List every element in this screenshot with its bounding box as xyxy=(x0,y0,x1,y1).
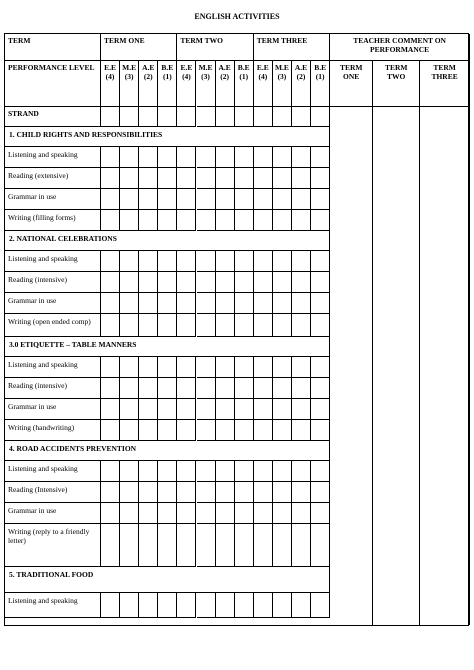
grid-cell xyxy=(216,482,235,503)
grid-cell xyxy=(139,107,158,127)
grid-cell xyxy=(158,524,177,567)
grid-cell xyxy=(177,399,196,420)
grid-cell xyxy=(216,399,235,420)
grid-cell xyxy=(311,378,330,399)
teacher-comment-box[interactable] xyxy=(330,107,373,625)
grid-cell xyxy=(158,168,177,189)
grid-cell xyxy=(235,272,254,293)
grid-cell xyxy=(216,420,235,441)
grid-cell xyxy=(120,378,139,399)
grid-cell xyxy=(158,378,177,399)
grid-cell xyxy=(235,503,254,524)
grid-cell xyxy=(139,461,158,482)
grid-cell xyxy=(177,272,196,293)
grid-cell xyxy=(139,147,158,168)
skill-label: Reading (intensive) xyxy=(5,378,101,399)
grid-cell xyxy=(254,314,273,337)
term-header-3: TERM THREE xyxy=(254,34,330,61)
grid-cell xyxy=(273,314,292,337)
grid-cell xyxy=(101,210,120,231)
grid-cell xyxy=(216,378,235,399)
skill-label: Listening and speaking xyxy=(5,251,101,272)
grid-cell xyxy=(235,147,254,168)
grid-cell xyxy=(120,210,139,231)
performance-level-cell: E.E (4) xyxy=(101,61,120,107)
grid-cell xyxy=(273,503,292,524)
grid-cell xyxy=(177,210,196,231)
grid-cell xyxy=(311,189,330,210)
skill-label: Reading (extensive) xyxy=(5,168,101,189)
skill-label: Grammar in use xyxy=(5,399,101,420)
grid-cell xyxy=(235,210,254,231)
grid-cell xyxy=(120,420,139,441)
skill-label: Writing (reply to a friendly letter) xyxy=(5,524,101,567)
grid-cell xyxy=(216,189,235,210)
grid-cell xyxy=(120,293,139,314)
grid-cell xyxy=(158,503,177,524)
grid-cell xyxy=(120,461,139,482)
performance-level-cell: B.E (1) xyxy=(311,61,330,107)
grid-cell xyxy=(158,461,177,482)
grid-cell xyxy=(177,593,196,618)
grid-cell xyxy=(120,503,139,524)
grid-cell xyxy=(254,251,273,272)
performance-level-cell: E.E (4) xyxy=(254,61,273,107)
grid-cell xyxy=(254,357,273,378)
grid-cell xyxy=(177,378,196,399)
grid-cell xyxy=(139,357,158,378)
grid-cell xyxy=(216,524,235,567)
grid-cell xyxy=(235,461,254,482)
grid-cell xyxy=(273,189,292,210)
comment-term-header-2: TERM TWO xyxy=(373,61,420,107)
grid-cell xyxy=(101,399,120,420)
grid-cell xyxy=(139,593,158,618)
grid-cell xyxy=(254,524,273,567)
grid-cell xyxy=(177,189,196,210)
grid-cell xyxy=(216,593,235,618)
grid-cell xyxy=(273,272,292,293)
grid-cell xyxy=(101,251,120,272)
grid-cell xyxy=(101,593,120,618)
skill-label: Reading (intensive) xyxy=(5,272,101,293)
grid-cell xyxy=(273,251,292,272)
skill-label: Writing (open ended comp) xyxy=(5,314,101,337)
grid-cell xyxy=(120,168,139,189)
grid-cell xyxy=(292,357,311,378)
grid-cell xyxy=(177,107,196,127)
grid-cell xyxy=(292,399,311,420)
grid-cell xyxy=(197,593,216,618)
performance-level-header: PERFORMANCE LEVEL xyxy=(5,61,101,107)
term-header-1: TERM ONE xyxy=(101,34,177,61)
grid-cell xyxy=(273,168,292,189)
grid-cell xyxy=(216,168,235,189)
grid-cell xyxy=(235,189,254,210)
comment-term-header-1: TERM ONE xyxy=(330,61,373,107)
grid-cell xyxy=(197,524,216,567)
performance-level-cell: A.E (2) xyxy=(139,61,158,107)
grid-cell xyxy=(273,210,292,231)
grid-cell xyxy=(311,251,330,272)
strand-title: 2. NATIONAL CELEBRATIONS xyxy=(5,231,330,251)
grid-cell xyxy=(292,251,311,272)
skill-label: Writing (filling forms) xyxy=(5,210,101,231)
grid-cell xyxy=(235,168,254,189)
grid-cell xyxy=(216,357,235,378)
grid-cell xyxy=(254,461,273,482)
grid-cell xyxy=(235,482,254,503)
grid-cell xyxy=(235,593,254,618)
grid-cell xyxy=(311,420,330,441)
activities-table xyxy=(4,33,469,626)
strand-title: 3.0 ETIQUETTE – TABLE MANNERS xyxy=(5,337,330,357)
grid-cell xyxy=(235,107,254,127)
grid-cell xyxy=(197,293,216,314)
grid-cell xyxy=(216,251,235,272)
grid-cell xyxy=(311,147,330,168)
grid-cell xyxy=(197,503,216,524)
skill-label: Listening and speaking xyxy=(5,461,101,482)
grid-cell xyxy=(292,293,311,314)
grid-cell xyxy=(311,503,330,524)
grid-cell xyxy=(197,378,216,399)
grid-cell xyxy=(177,461,196,482)
grid-cell xyxy=(139,482,158,503)
grid-cell xyxy=(197,210,216,231)
grid-cell xyxy=(311,357,330,378)
grid-cell xyxy=(311,107,330,127)
grid-cell xyxy=(254,107,273,127)
grid-cell xyxy=(311,399,330,420)
skill-label: Listening and speaking xyxy=(5,593,101,618)
grid-cell xyxy=(311,168,330,189)
grid-cell xyxy=(273,378,292,399)
strand-label: STRAND xyxy=(5,107,101,127)
grid-cell xyxy=(197,251,216,272)
grid-cell xyxy=(311,293,330,314)
grid-cell xyxy=(101,503,120,524)
page-title: ENGLISH ACTIVITIES xyxy=(194,12,280,21)
grid-cell xyxy=(254,210,273,231)
grid-cell xyxy=(235,357,254,378)
grid-cell xyxy=(158,420,177,441)
grid-cell xyxy=(177,420,196,441)
grid-cell xyxy=(101,524,120,567)
grid-cell xyxy=(292,314,311,337)
grid-cell xyxy=(254,189,273,210)
skill-label: Grammar in use xyxy=(5,293,101,314)
grid-cell xyxy=(311,461,330,482)
grid-cell xyxy=(197,482,216,503)
grid-cell xyxy=(197,272,216,293)
grid-cell xyxy=(101,357,120,378)
grid-cell xyxy=(158,593,177,618)
grid-cell xyxy=(101,314,120,337)
grid-cell xyxy=(101,272,120,293)
grid-cell xyxy=(273,461,292,482)
grid-cell xyxy=(101,420,120,441)
grid-cell xyxy=(120,107,139,127)
grid-cell xyxy=(216,293,235,314)
term-header-2: TERM TWO xyxy=(177,34,253,61)
grid-cell xyxy=(254,272,273,293)
grid-cell xyxy=(197,189,216,210)
grid-cell xyxy=(292,524,311,567)
grid-cell xyxy=(120,399,139,420)
performance-level-cell: A.E (2) xyxy=(216,61,235,107)
grid-cell xyxy=(311,210,330,231)
grid-cell xyxy=(216,314,235,337)
grid-cell xyxy=(120,272,139,293)
grid-cell xyxy=(101,461,120,482)
grid-cell xyxy=(120,314,139,337)
grid-cell xyxy=(254,147,273,168)
grid-cell xyxy=(177,314,196,337)
performance-level-cell: B.E (1) xyxy=(235,61,254,107)
teacher-comment-box[interactable] xyxy=(420,107,470,625)
grid-cell xyxy=(158,189,177,210)
grid-cell xyxy=(120,524,139,567)
grid-cell xyxy=(292,107,311,127)
grid-cell xyxy=(273,293,292,314)
grid-cell xyxy=(139,251,158,272)
grid-cell xyxy=(177,503,196,524)
grid-cell xyxy=(197,107,216,127)
grid-cell xyxy=(197,461,216,482)
grid-cell xyxy=(139,378,158,399)
grid-cell xyxy=(235,399,254,420)
strand-title: 4. ROAD ACCIDENTS PREVENTION xyxy=(5,441,330,461)
grid-cell xyxy=(120,189,139,210)
grid-cell xyxy=(139,189,158,210)
grid-cell xyxy=(177,524,196,567)
grid-cell xyxy=(139,314,158,337)
grid-cell xyxy=(101,189,120,210)
grid-cell xyxy=(273,593,292,618)
grid-cell xyxy=(101,107,120,127)
grid-cell xyxy=(139,293,158,314)
grid-cell xyxy=(292,420,311,441)
grid-cell xyxy=(158,399,177,420)
grid-cell xyxy=(292,189,311,210)
grid-cell xyxy=(254,293,273,314)
grid-cell xyxy=(292,482,311,503)
grid-cell xyxy=(254,482,273,503)
grid-cell xyxy=(254,503,273,524)
grid-cell xyxy=(311,524,330,567)
skill-label: Writing (handwriting) xyxy=(5,420,101,441)
grid-cell xyxy=(273,524,292,567)
skill-label: Grammar in use xyxy=(5,189,101,210)
grid-cell xyxy=(120,357,139,378)
strand-title: 1. CHILD RIGHTS AND RESPONSIBILITIES xyxy=(5,127,330,147)
teacher-comment-box[interactable] xyxy=(373,107,420,625)
grid-cell xyxy=(311,272,330,293)
grid-cell xyxy=(158,210,177,231)
grid-cell xyxy=(158,147,177,168)
grid-cell xyxy=(216,272,235,293)
grid-cell xyxy=(158,107,177,127)
grid-cell xyxy=(177,147,196,168)
grid-cell xyxy=(254,168,273,189)
grid-cell xyxy=(158,357,177,378)
grid-cell xyxy=(311,593,330,618)
grid-cell xyxy=(101,147,120,168)
grid-cell xyxy=(235,378,254,399)
grid-cell xyxy=(120,251,139,272)
grid-cell xyxy=(235,420,254,441)
grid-cell xyxy=(177,482,196,503)
grid-cell xyxy=(292,593,311,618)
skill-label: Listening and speaking xyxy=(5,357,101,378)
grid-cell xyxy=(292,461,311,482)
grid-cell xyxy=(101,482,120,503)
grid-cell xyxy=(235,293,254,314)
grid-cell xyxy=(177,357,196,378)
grid-cell xyxy=(273,420,292,441)
grid-cell xyxy=(197,147,216,168)
grid-cell xyxy=(197,357,216,378)
grid-cell xyxy=(292,210,311,231)
performance-level-cell: M.E (3) xyxy=(273,61,292,107)
performance-level-cell: A.E (2) xyxy=(292,61,311,107)
grid-cell xyxy=(101,378,120,399)
teacher-comment-header: TEACHER COMMENT ON PERFORMANCE xyxy=(330,34,470,61)
grid-cell xyxy=(158,272,177,293)
skill-label: Listening and speaking xyxy=(5,147,101,168)
grid-cell xyxy=(254,399,273,420)
grid-cell xyxy=(292,168,311,189)
grid-cell xyxy=(101,293,120,314)
grid-cell xyxy=(273,107,292,127)
grid-cell xyxy=(273,357,292,378)
grid-cell xyxy=(273,399,292,420)
grid-cell xyxy=(139,210,158,231)
grid-cell xyxy=(216,210,235,231)
grid-cell xyxy=(254,420,273,441)
grid-cell xyxy=(254,593,273,618)
grid-cell xyxy=(254,378,273,399)
grid-cell xyxy=(216,503,235,524)
grid-cell xyxy=(197,314,216,337)
grid-cell xyxy=(292,378,311,399)
grid-cell xyxy=(292,147,311,168)
strand-title: 5. TRADITIONAL FOOD xyxy=(5,567,330,593)
grid-cell xyxy=(235,251,254,272)
grid-cell xyxy=(139,168,158,189)
term-header: TERM xyxy=(5,34,101,61)
grid-cell xyxy=(139,272,158,293)
grid-cell xyxy=(139,420,158,441)
grid-cell xyxy=(235,524,254,567)
grid-cell xyxy=(235,314,254,337)
grid-cell xyxy=(197,399,216,420)
grid-cell xyxy=(311,482,330,503)
grid-cell xyxy=(139,524,158,567)
grid-cell xyxy=(311,314,330,337)
grid-cell xyxy=(292,272,311,293)
grid-cell xyxy=(177,293,196,314)
grid-cell xyxy=(158,314,177,337)
grid-cell xyxy=(120,147,139,168)
grid-cell xyxy=(273,147,292,168)
grid-cell xyxy=(139,503,158,524)
grid-cell xyxy=(197,168,216,189)
grid-cell xyxy=(139,399,158,420)
grid-cell xyxy=(120,593,139,618)
grid-cell xyxy=(197,420,216,441)
grid-cell xyxy=(292,503,311,524)
grid-cell xyxy=(158,482,177,503)
performance-level-cell: M.E (3) xyxy=(197,61,216,107)
grid-cell xyxy=(177,251,196,272)
performance-level-cell: M.E (3) xyxy=(120,61,139,107)
grid-cell xyxy=(158,251,177,272)
grid-cell xyxy=(273,482,292,503)
grid-cell xyxy=(101,168,120,189)
comment-term-header-3: TERM THREE xyxy=(420,61,470,107)
skill-label: Grammar in use xyxy=(5,503,101,524)
grid-cell xyxy=(216,147,235,168)
performance-level-cell: B.E (1) xyxy=(158,61,177,107)
performance-level-cell: E.E (4) xyxy=(177,61,196,107)
grid-cell xyxy=(120,482,139,503)
grid-cell xyxy=(216,107,235,127)
grid-cell xyxy=(158,293,177,314)
grid-cell xyxy=(216,461,235,482)
grid-cell xyxy=(177,168,196,189)
skill-label: Reading (Intensive) xyxy=(5,482,101,503)
